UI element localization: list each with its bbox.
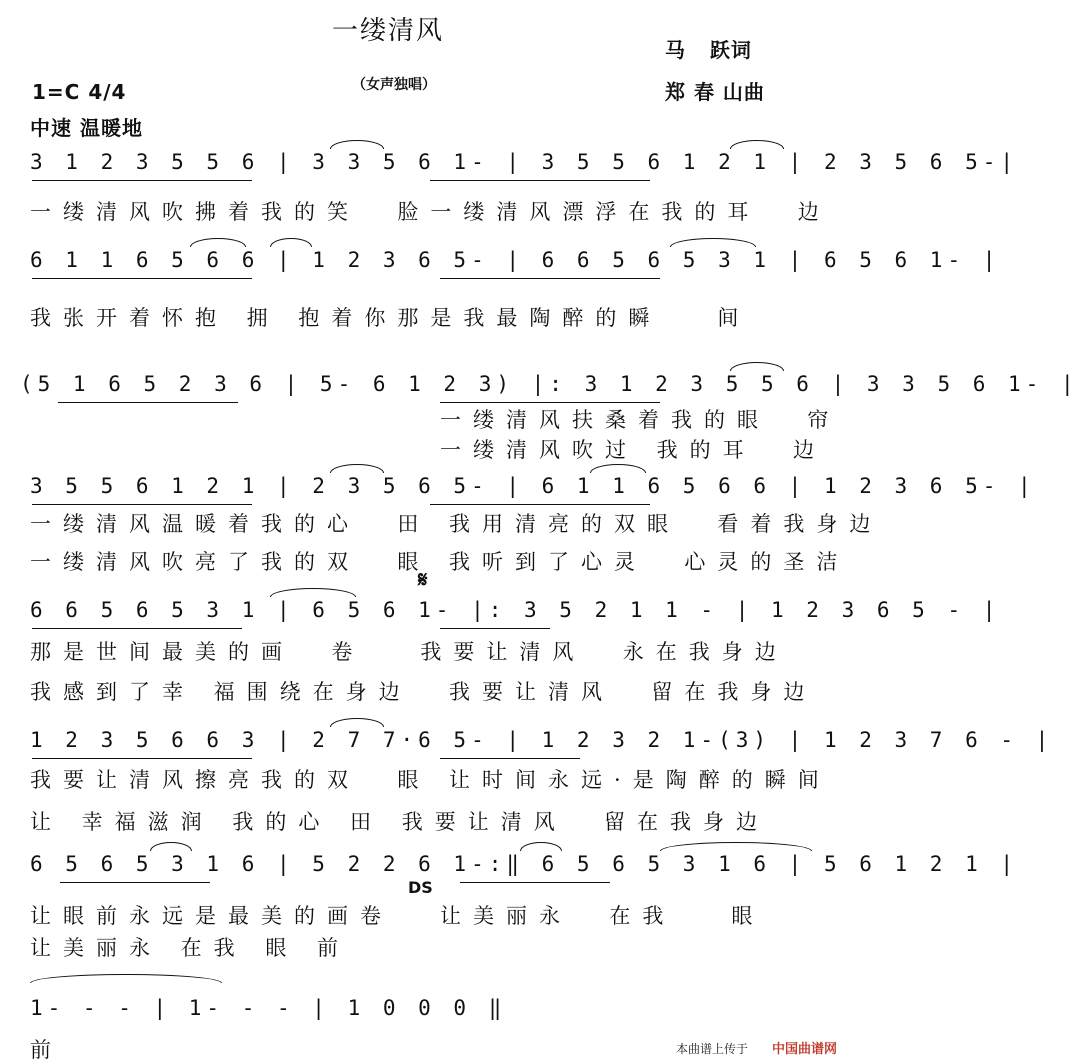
slur-mark: [670, 238, 756, 247]
lyric-row-7a: 让眼前永远是最美的画卷: [30, 904, 393, 928]
beam-line: [32, 504, 252, 505]
beam-line: [32, 628, 242, 629]
lyric-row-2: 我张开着怀抱 拥 抱着你那是我最陶醉的瞬 间: [30, 306, 751, 330]
site-logo[interactable]: 中国曲谱网: [772, 1042, 838, 1057]
tie-mark: [30, 974, 222, 983]
lyric-row-7-right: 让美丽永 在我 眼: [440, 904, 765, 928]
lyric-row-7b: 让美丽永 在我 眼 前: [30, 936, 351, 960]
slur-mark: [330, 140, 384, 149]
composer-credit: 郑 春 山曲: [665, 80, 765, 104]
beam-line: [440, 278, 660, 279]
lyric-row-4a: 一缕清风温暖着我的心 田 我用清亮的双眼 看着我身边: [30, 512, 883, 536]
beam-line: [440, 402, 660, 403]
notation-row-5: 6 6 5 6 5 3 1 | 6 5 6 1- |: 3 5 2 1 1 - | 1 2 3 6 5 - |: [30, 598, 1001, 622]
dal-segno-sign: DS: [408, 878, 433, 897]
lyric-row-3b: 一缕清风吹过 我的耳 边: [440, 438, 827, 462]
lyric-row-3a: 一缕清风扶桑着我的眼 帘: [440, 408, 841, 432]
slur-mark: [730, 362, 784, 371]
notation-row-7: 6 5 6 5 3 1 6 | 5 2 2 6 1-:‖ 6 5 6 5 3 1 6 | 5 6 1 2 1 |: [30, 852, 1019, 876]
beam-line: [430, 504, 650, 505]
lyric-row-5b: 我感到了幸 福围绕在身边 我要让清风 留在我身边: [30, 680, 817, 704]
segno-sign: 𝄋: [418, 568, 428, 593]
slur-mark: [520, 842, 562, 851]
beam-line: [460, 882, 610, 883]
beam-line: [440, 758, 580, 759]
lyric-row-6b: 让 幸福滋润 我的心 田 我要让清风 留在我身边: [30, 810, 770, 834]
lyric-row-1: 一缕清风吹拂着我的笑 脸一缕清风漂浮在我的耳 边: [30, 200, 831, 224]
slur-mark: [660, 842, 812, 851]
beam-line: [32, 278, 252, 279]
beam-line: [58, 402, 238, 403]
slur-mark: [270, 238, 312, 247]
beam-line: [32, 758, 252, 759]
slur-mark: [730, 140, 784, 149]
key-time-signature: 1=C 4/4: [32, 80, 127, 104]
slur-mark: [330, 718, 384, 727]
lyricist-credit: 马 跃词: [665, 38, 752, 62]
notation-row-3: (5 1 6 5 2 3 6 | 5- 6 1 2 3) |: 3 1 2 3 5 5 6 | 3 3 5 6 1- |: [20, 372, 1079, 396]
beam-line: [430, 180, 650, 181]
beam-line: [32, 180, 252, 181]
song-title: 一缕清风: [332, 16, 445, 46]
tempo-marking: 中速 温暖地: [30, 116, 143, 140]
upload-note: 本曲谱上传于: [676, 1042, 749, 1056]
lyric-row-8: 前: [30, 1038, 63, 1062]
lyric-row-6a: 我要让清风擦亮我的双 眼 让时间永远·是陶醉的瞬间: [30, 768, 831, 792]
notation-row-8: 1- - - | 1- - - | 1 0 0 0 ‖: [30, 996, 507, 1020]
notation-row-4: 3 5 5 6 1 2 1 | 2 3 5 6 5- | 6 1 1 6 5 6 6 | 1 2 3 6 5- |: [30, 474, 1036, 498]
notation-row-6: 1 2 3 5 6 6 3 | 2 7 7·6 5- | 1 2 3 2 1-(3) | 1 2 3 7 6 - |: [30, 728, 1054, 752]
slur-mark: [190, 238, 246, 247]
notation-row-2: 6 1 1 6 5 6 6 | 1 2 3 6 5- | 6 6 5 6 5 3 1 | 6 5 6 1- |: [30, 248, 1001, 272]
beam-line: [440, 628, 550, 629]
beam-line: [60, 882, 210, 883]
lyric-row-4b: 一缕清风吹亮了我的双 眼 我听到了心灵 心灵的圣洁: [30, 550, 850, 574]
lyric-row-5a: 那是世间最美的画 卷 我要让清风 永在我身边: [30, 640, 788, 664]
slur-mark: [270, 588, 356, 597]
performance-note: （女声独唱）: [352, 77, 436, 93]
slur-mark: [150, 842, 192, 851]
slur-mark: [590, 464, 646, 473]
slur-mark: [330, 464, 384, 473]
notation-row-1: 3 1 2 3 5 5 6 | 3 3 5 6 1- | 3 5 5 6 1 2 1 | 2 3 5 6 5-|: [30, 150, 1019, 174]
